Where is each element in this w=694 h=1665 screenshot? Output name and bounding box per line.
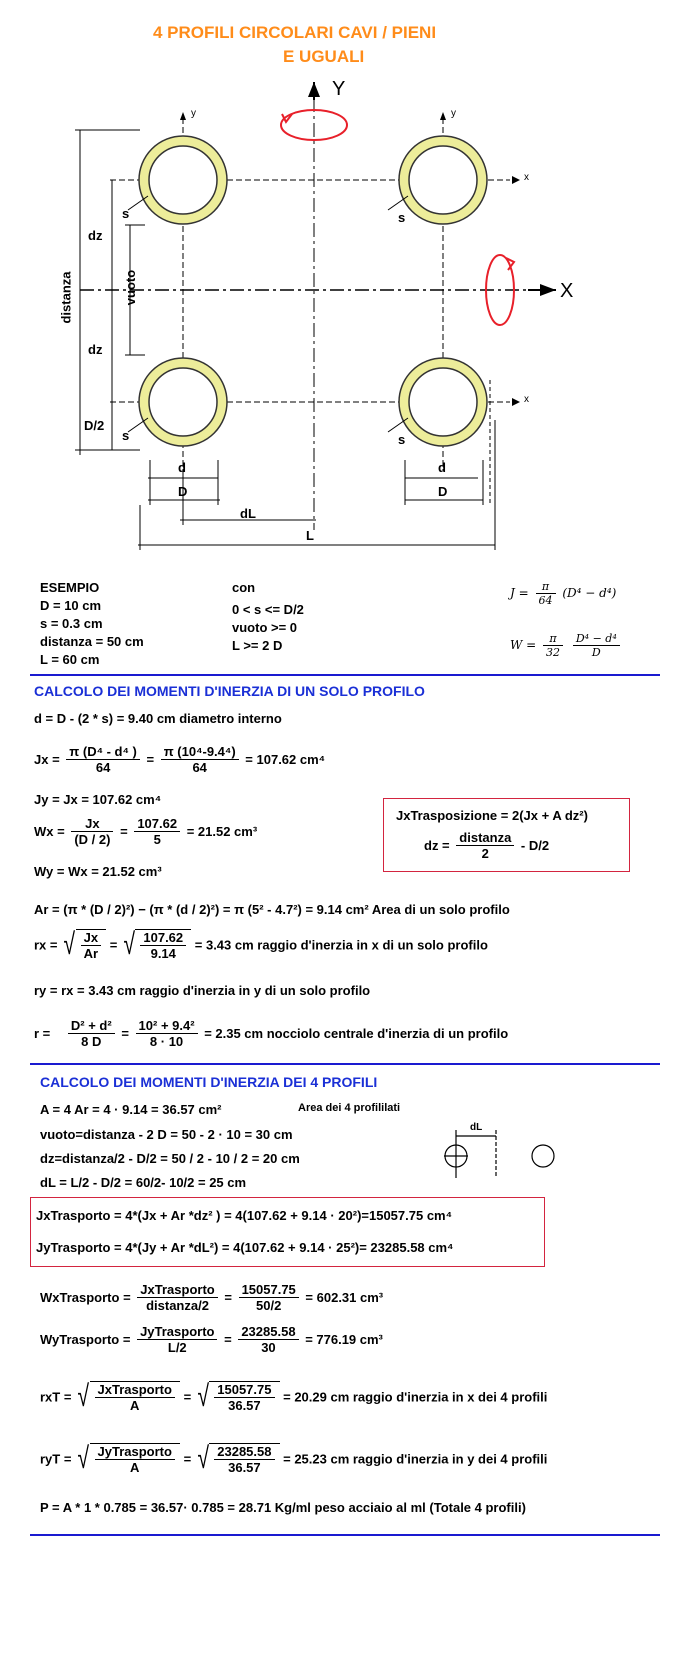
divider-1 bbox=[30, 674, 660, 676]
wy-transport-formula: WyTrasporto = $\frac{\text{JyTrasporto}}{L/2}$ = $\frac{23285.58}{30}$ = 776.19 cm³ bbox=[40, 1324, 383, 1355]
dz-line: dz=distanza/2 - D/2 = 50 / 2 - 10 / 2 = 20 cm bbox=[40, 1151, 300, 1166]
jx-f1-num: π (D⁴ - d⁴ ) bbox=[66, 744, 140, 760]
r-result: = 2.35 cm nocciolo centrale d'inerzia di un profilo bbox=[204, 1026, 509, 1041]
rx-formula: rx = √ $\frac{Jx}{Ar}$ = √ $\frac{107.62}{9.14}$ = 3.43 cm raggio d'inerzia in x di un solo profilo bbox=[34, 928, 488, 961]
dl-line: dL = L/2 - D/2 = 60/2- 10/2 = 25 cm bbox=[40, 1175, 247, 1190]
example-heading: ESEMPIO bbox=[40, 580, 100, 595]
jx-formula: Jx = $\frac{\text{π (D⁴ - d⁴ )}}{64}$ = $\frac{\text{π (10⁴-9.4⁴)}}{64}$ = 107.62 cm⁴ bbox=[34, 744, 326, 775]
example-line-1: D = 10 cm bbox=[40, 598, 102, 613]
ry-transport-formula: ryT = √ $\frac{\text{JyTrasporto}}{A}$ = √ $\frac{23285.58}{36.57}$ = 25.23 cm raggio d'inerzia in y dei 4 profili bbox=[40, 1442, 548, 1475]
profiles-diagram bbox=[0, 0, 694, 560]
jx-f2-den: 64 bbox=[192, 760, 207, 775]
box-dz-num: distanza bbox=[456, 830, 514, 846]
wyt-lhs: WyTrasporto = bbox=[40, 1332, 131, 1347]
divider-3 bbox=[30, 1534, 660, 1536]
r-f1-num: D² + d² bbox=[68, 1018, 115, 1034]
formula-j-den: 64 bbox=[538, 594, 553, 607]
dz-label-bottom: dz bbox=[88, 342, 103, 357]
thickness-label-tr: s bbox=[398, 210, 406, 225]
formula-j bbox=[510, 580, 616, 607]
wxt-f1-den: distanza/2 bbox=[146, 1298, 209, 1313]
rx-f2-den: 9.14 bbox=[150, 946, 176, 961]
formula-j-lhs: J = bbox=[510, 586, 529, 600]
thickness-label-br: s bbox=[398, 432, 406, 447]
small-y-label-left: y bbox=[191, 108, 196, 119]
section1-heading: CALCOLO DEI MOMENTI D'INERZIA DI UN SOLO PROFILO bbox=[34, 683, 425, 699]
ring-top-right bbox=[399, 136, 487, 224]
area-line: Ar = (π * (D / 2)²) − (π * (d / 2)²) = π (5² - 4.7²) = 9.14 cm² Area di un solo profilo bbox=[34, 902, 510, 917]
core-formula: r = $\frac{\text{D² + d²}}{8 D}$ = $\frac{\text{10² + 9.4²}}{8 \cdot 10}$ = 2.35 cm nocciolo centrale d'inerzia di un profilo bbox=[34, 1018, 509, 1049]
total-area-line: A = 4 Ar = 4 · 9.14 = 36.57 cm² bbox=[40, 1102, 222, 1117]
rx-lhs: rx = bbox=[34, 937, 58, 953]
divider-2 bbox=[30, 1063, 660, 1065]
transposition-line: JxTrasposizione = 2(Jx + A dz²) bbox=[396, 808, 588, 823]
jy-line: Jy = Jx = 107.62 cm⁴ bbox=[34, 792, 162, 807]
rxt-f2-den: 36.57 bbox=[228, 1398, 261, 1413]
small-x-label-top: x bbox=[524, 172, 529, 183]
vuoto-label: vuoto bbox=[123, 269, 139, 306]
wx-formula: Wx = $\frac{Jx}{(D / 2)}$ = $\frac{107.62}{5}$ = 21.52 cm³ bbox=[34, 816, 258, 847]
ring-top-left bbox=[139, 136, 227, 224]
formula-w-frac-den: D bbox=[591, 646, 601, 659]
l-label: L bbox=[306, 528, 314, 543]
wx-transport-formula: WxTrasporto = $\frac{\text{JxTrasporto}}{\text{distanza/2}}$ = $\frac{15057.75}{50/2}$ = 602.31 cm³ bbox=[40, 1282, 384, 1313]
rx-f1-den: Ar bbox=[83, 946, 99, 961]
wx-f2-den: 5 bbox=[153, 832, 161, 847]
wy-line: Wy = Wx = 21.52 cm³ bbox=[34, 864, 162, 879]
page-subtitle: E UGUALI bbox=[283, 47, 365, 66]
small-x-label-bottom: x bbox=[524, 394, 529, 405]
jx-f2-num: π (10⁴-9.4⁴) bbox=[161, 744, 239, 760]
ryt-f2-num: 23285.58 bbox=[214, 1444, 274, 1460]
formula-w bbox=[510, 632, 623, 659]
ryt-f1-den: A bbox=[130, 1460, 140, 1475]
ring-bottom-left bbox=[139, 358, 227, 446]
constraint-line-3: L >= 2 D bbox=[232, 638, 283, 653]
wx-f1-num: Jx bbox=[71, 816, 113, 832]
box-dz-lhs: dz = bbox=[424, 838, 450, 853]
constraint-line-1: 0 < s <= D/2 bbox=[232, 602, 304, 617]
page-title: 4 PROFILI CIRCOLARI CAVI / PIENI bbox=[153, 23, 437, 42]
section2-heading: CALCOLO DEI MOMENTI D'INERZIA DEI 4 PROFILI bbox=[40, 1074, 378, 1090]
distanza-label: distanza bbox=[58, 271, 74, 324]
weight-line: P = A * 1 * 0.785 = 36.57· 0.785 = 28.71 Kg/ml peso acciaio al ml (Totale 4 profili) bbox=[40, 1500, 526, 1515]
formula-j-num: π bbox=[536, 580, 556, 594]
axis-y-label: Y bbox=[332, 78, 346, 100]
dz-label-top: dz bbox=[88, 228, 103, 243]
jx-f1-den: 64 bbox=[95, 760, 111, 775]
wyt-result: = 776.19 cm³ bbox=[305, 1332, 383, 1347]
inner-d-label-left: d bbox=[178, 460, 186, 475]
wyt-f2-den: 30 bbox=[261, 1340, 276, 1355]
rx-f1-num: Jx bbox=[81, 930, 101, 946]
mini-dl-label: dL bbox=[470, 1122, 483, 1133]
inner-d-label-right: d bbox=[438, 460, 446, 475]
r-lhs: r = bbox=[34, 1026, 51, 1041]
ryt-f2-den: 36.57 bbox=[228, 1460, 261, 1475]
rx-result: = 3.43 cm raggio d'inerzia in x di un solo profilo bbox=[194, 937, 488, 953]
example-line-2: s = 0.3 cm bbox=[40, 616, 103, 631]
formula-w-frac-num: D⁴ − d⁴ bbox=[573, 632, 620, 646]
ryt-result: = 25.23 cm raggio d'inerzia in y dei 4 profili bbox=[283, 1451, 548, 1467]
example-line-4: L = 60 cm bbox=[40, 652, 100, 667]
wyt-f1-num: JyTrasporto bbox=[137, 1324, 217, 1340]
r-f2-num: 10² + 9.4² bbox=[136, 1018, 198, 1034]
wxt-f2-den: 50/2 bbox=[256, 1298, 282, 1313]
wxt-result: = 602.31 cm³ bbox=[305, 1290, 384, 1305]
wyt-f2-num: 23285.58 bbox=[238, 1324, 298, 1340]
formula-w-num: π bbox=[543, 632, 563, 646]
outer-d-label-left: D bbox=[178, 484, 188, 499]
outer-d-label-right: D bbox=[438, 484, 448, 499]
thickness-label-tl: s bbox=[122, 206, 130, 221]
rxt-result: = 20.29 cm raggio d'inerzia in x dei 4 profili bbox=[283, 1389, 548, 1405]
box-dz-den: 2 bbox=[481, 846, 489, 861]
jy-transport-line: JyTrasporto = 4*(Jy + Ar *dL²) = 4(107.62 + 9.14 · 25²)= 23285.58 cm⁴ bbox=[36, 1240, 454, 1255]
rxt-f1-num: JxTrasporto bbox=[95, 1382, 175, 1398]
rx-transport-formula: rxT = √ $\frac{\text{JxTrasporto}}{A}$ = √ $\frac{15057.75}{36.57}$ = 20.29 cm raggio d'inerzia in x dei 4 profili bbox=[40, 1380, 548, 1413]
dl-label: dL bbox=[240, 506, 256, 521]
wx-lhs: Wx = bbox=[34, 824, 65, 839]
formula-w-den: 32 bbox=[546, 646, 561, 659]
rxt-f2-num: 15057.75 bbox=[214, 1382, 274, 1398]
transposition-dz bbox=[424, 830, 549, 861]
rxt-lhs: rxT = bbox=[40, 1389, 72, 1405]
wx-f2-num: 107.62 bbox=[134, 816, 180, 832]
ryt-lhs: ryT = bbox=[40, 1451, 72, 1467]
formula-j-rhs: (D⁴ − d⁴) bbox=[562, 586, 617, 600]
r-f1-den: 8 D bbox=[81, 1034, 102, 1049]
wxt-f2-num: 15057.75 bbox=[239, 1282, 299, 1298]
half-d-label: D/2 bbox=[84, 418, 105, 433]
rx-f2-num: 107.62 bbox=[140, 930, 186, 946]
rxt-f1-den: A bbox=[130, 1398, 140, 1413]
jx-result: = 107.62 cm⁴ bbox=[245, 752, 326, 767]
ring-bottom-right bbox=[399, 358, 487, 446]
jx-lhs: Jx = bbox=[34, 752, 60, 767]
axis-x-label: X bbox=[560, 280, 574, 302]
constraint-line-2: vuoto >= 0 bbox=[232, 620, 298, 635]
inner-diameter-line: d = D - (2 * s) = 9.40 cm diametro interno bbox=[34, 711, 282, 726]
example-line-3: distanza = 50 cm bbox=[40, 634, 144, 649]
wx-f1-den: (D / 2) bbox=[74, 832, 111, 847]
formula-w-lhs: W = bbox=[510, 638, 537, 652]
wx-result: = 21.52 cm³ bbox=[186, 824, 258, 839]
jx-transport-line: JxTrasporto = 4*(Jx + Ar *dz² ) = 4(107.62 + 9.14 · 20²)=15057.75 cm⁴ bbox=[36, 1208, 453, 1223]
constraints-heading: con bbox=[232, 580, 256, 595]
wxt-f1-num: JxTrasporto bbox=[137, 1282, 217, 1298]
r-f2-den: 8 · 10 bbox=[149, 1034, 184, 1049]
small-y-label-right: y bbox=[451, 108, 456, 119]
mini-sketch bbox=[440, 1122, 570, 1182]
vuoto-line: vuoto=distanza - 2 D = 50 - 2 · 10 = 30 cm bbox=[40, 1127, 293, 1142]
box-dz-rhs: - D/2 bbox=[520, 838, 550, 853]
total-area-note: Area dei 4 profililati bbox=[298, 1102, 401, 1114]
ryt-f1-num: JyTrasporto bbox=[95, 1444, 175, 1460]
ry-line: ry = rx = 3.43 cm raggio d'inerzia in y di un solo profilo bbox=[34, 983, 371, 998]
wyt-f1-den: L/2 bbox=[167, 1340, 187, 1355]
wxt-lhs: WxTrasporto = bbox=[40, 1290, 131, 1305]
thickness-label-bl: s bbox=[122, 428, 130, 443]
